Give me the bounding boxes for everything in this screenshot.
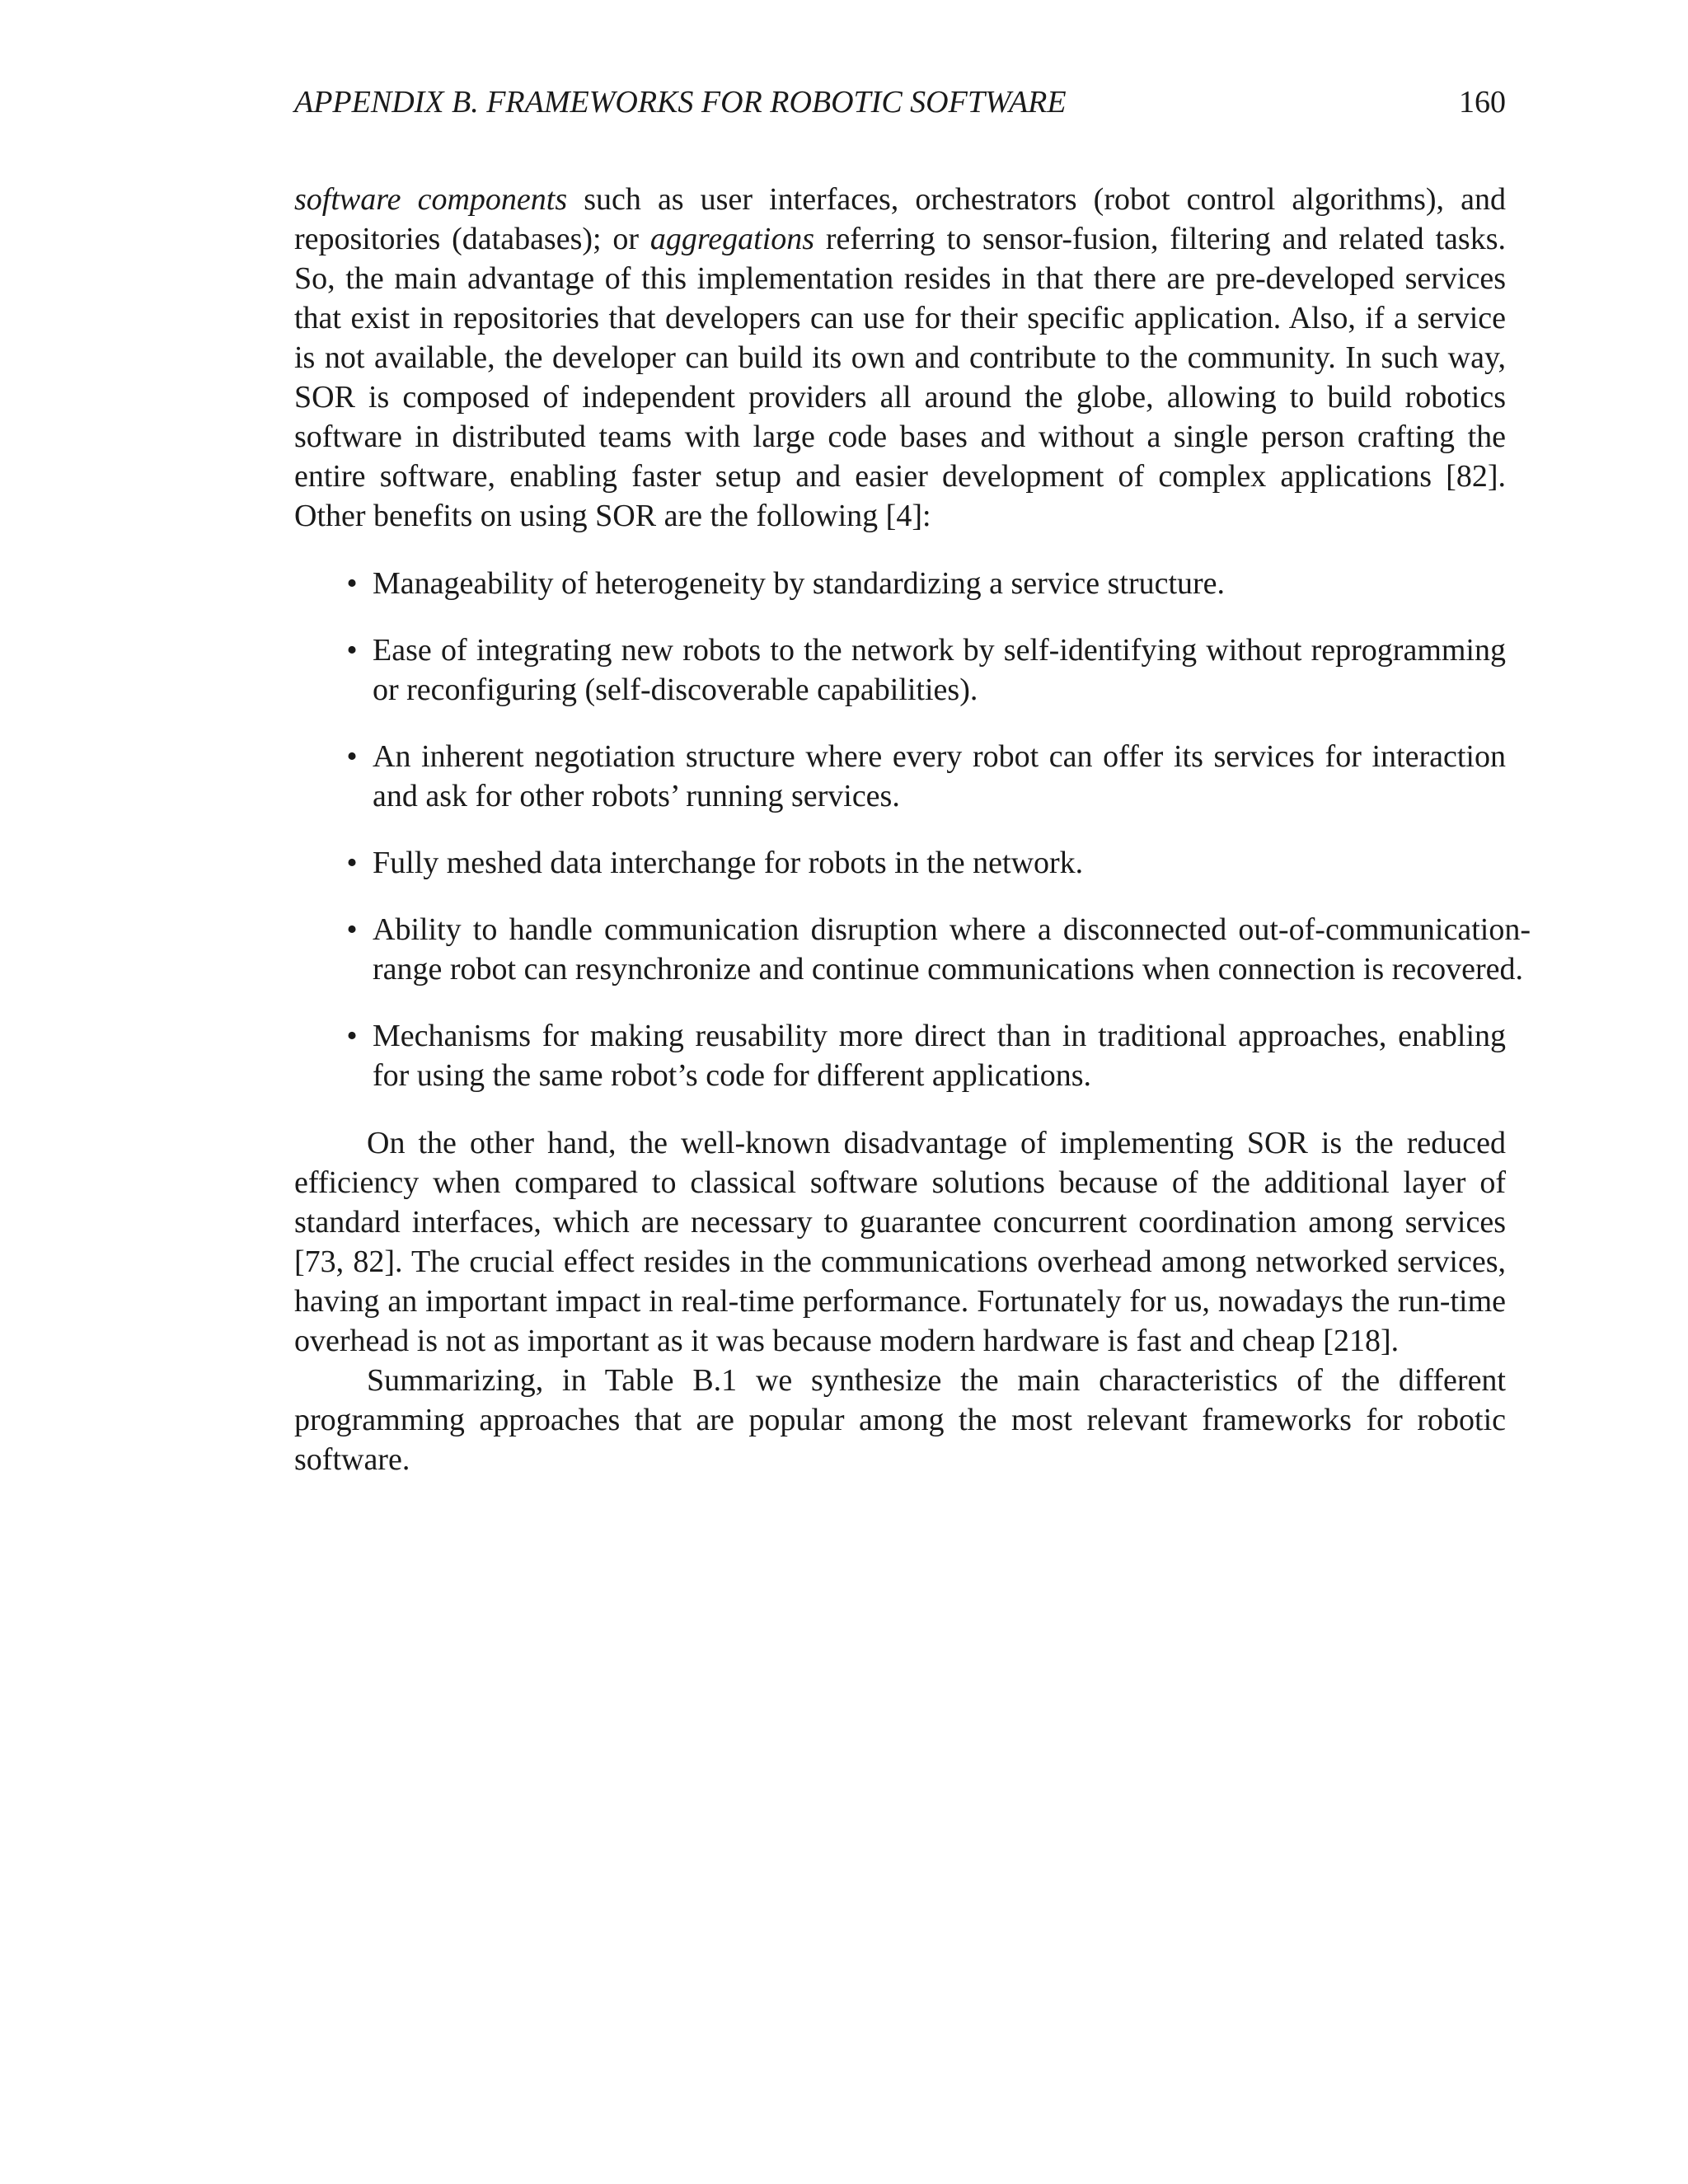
paragraph-services <box>294 180 1506 536</box>
term-aggregations: aggregations <box>649 222 815 256</box>
benefits-list <box>294 564 1531 1095</box>
paragraph-summary: Summarizing, in Table B.1 we synthesize the main characteristics of the different programming approaches that are popular among the most relevant frameworks for robotic software. <box>294 1363 1506 1477</box>
header-title: APPENDIX B. FRAMEWORKS FOR ROBOTIC SOFTWARE <box>294 85 1067 120</box>
term-software-components: software components <box>294 182 568 217</box>
list-item <box>294 737 1506 816</box>
list-item <box>294 564 1506 603</box>
bullet-icon: • <box>346 846 358 880</box>
list-item <box>294 843 1506 883</box>
list-item <box>294 1016 1506 1095</box>
bullet-icon: • <box>346 633 358 668</box>
body-text <box>294 180 1531 1479</box>
bullet-icon: • <box>346 739 358 774</box>
list-item-text: Fully meshed data interchange for robots in the network. <box>373 846 1084 880</box>
bullet-icon: • <box>346 566 358 601</box>
paragraph-services-text-1: such as user interfaces, orchestrators (robot control algorithms), and repositories (databases); or <box>294 182 1507 256</box>
list-item-text: Ease of integrating new robots to the network by self-identifying without reprogramming or reconfiguring (self-discoverable capabilities). <box>373 633 1506 707</box>
list-item-text: Mechanisms for making reusability more direct than in traditional approaches, enabling for using the same robot’s code for different applications. <box>373 1019 1506 1093</box>
paragraph-services-text-2: referring to sensor-fusion, filtering and related tasks. So, the main advantage of this implementation resides in that there are pre-developed services that exist in repositories that developers can use for their specific application. Also, if a service is not available, the developer can build its own and contribute to the community. In such way, SOR is composed of independent providers all around the globe, allowing to build robotics software in distributed teams with large code bases and without a single person crafting the entire software, enabling faster setup and easier development of complex applications [82]. Other benefits on using SOR are the following [4]: <box>294 222 1506 533</box>
list-item <box>294 630 1506 710</box>
bullet-icon: • <box>346 1019 358 1053</box>
running-header <box>294 81 1506 124</box>
list-item <box>294 910 1531 989</box>
page-number: 160 <box>1459 85 1506 120</box>
list-item-text: An inherent negotiation structure where every robot can offer its services for interaction and ask for other robots’ running services. <box>373 739 1506 813</box>
list-item-text: Manageability of heterogeneity by standardizing a service structure. <box>373 566 1226 601</box>
list-item-text: Ability to handle communication disruption where a disconnected out-of-communication-range robot can resynchronize and continue communications when connection is recovered. <box>373 912 1531 987</box>
paragraph-disadvantage: On the other hand, the well-known disadvantage of implementing SOR is the reduced efficiency when compared to classical software solutions because of the additional layer of standard interfaces, which are necessary to guarantee concurrent coordination among services [73, 82]. The crucial effect resides in the communications overhead among networked services, having an important impact in real-time performance. Fortunately for us, nowadays the run-time overhead is not as important as it was because modern hardware is fast and cheap [218]. <box>294 1126 1506 1358</box>
bullet-icon: • <box>346 912 358 947</box>
